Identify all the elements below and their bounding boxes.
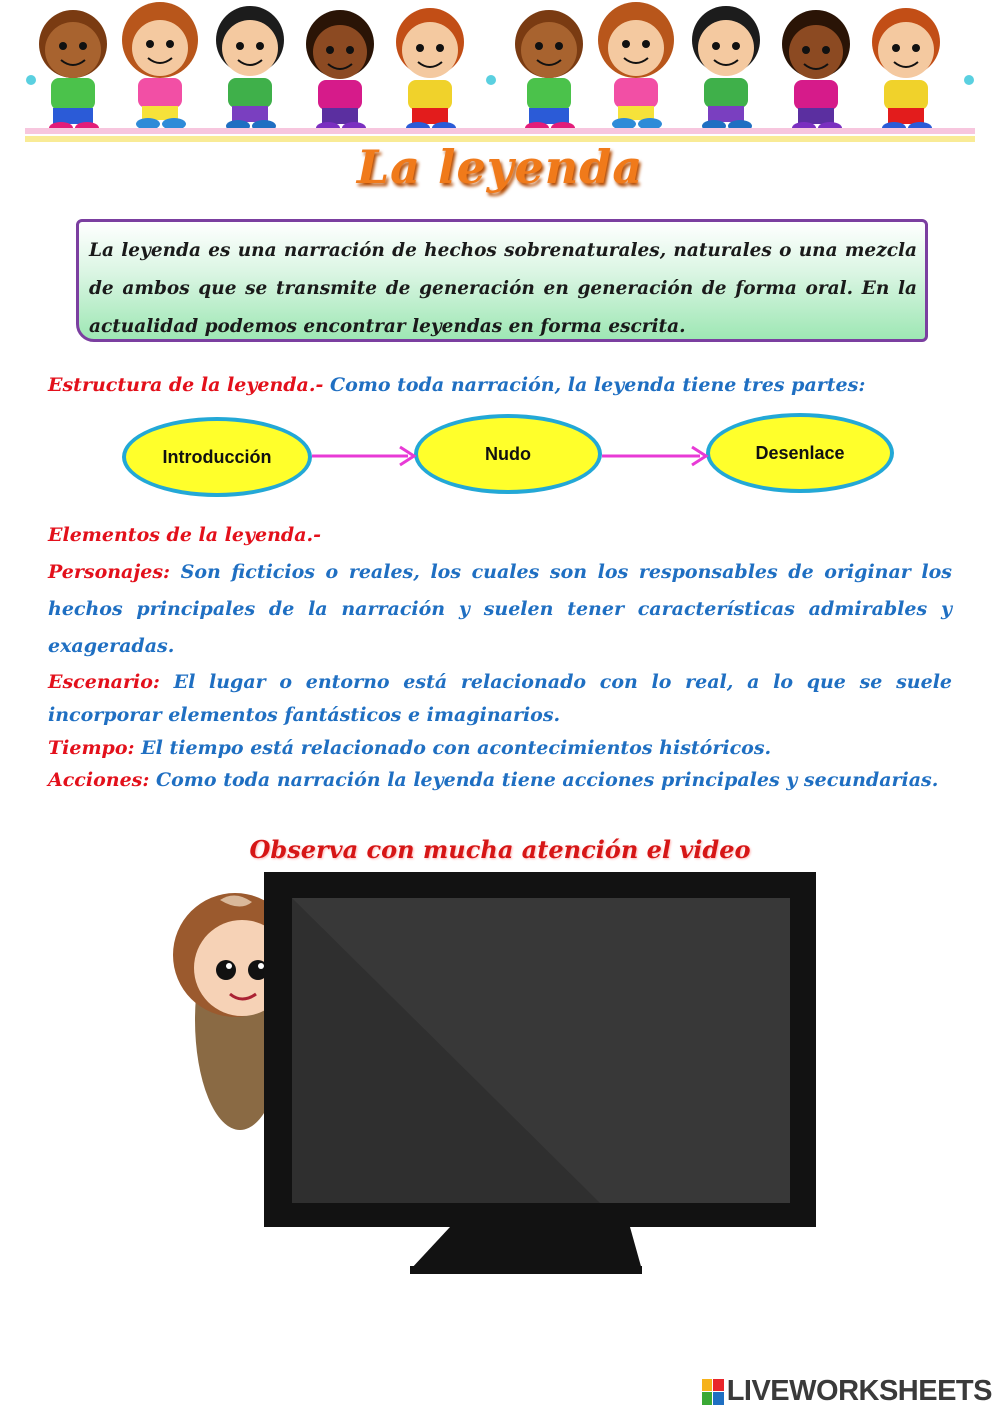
structure-line (48, 367, 952, 404)
structure-label: Estructura de la leyenda.- (48, 374, 324, 396)
kids-banner (25, 0, 975, 148)
element-label: Escenario: (48, 671, 160, 693)
structure-text: Como toda narración, la leyenda tiene tres partes: (323, 374, 866, 396)
element-label: Personajes: (48, 561, 171, 583)
element-text: Son ficticios o reales, los cuales son los responsables de originar los hechos principales de la narración y suelen tener características admirables y exageradas. (48, 561, 952, 657)
page-title: La leyenda (356, 140, 644, 194)
definition-text: La leyenda es una narración de hechos sobrenaturales, naturales o una mezcla de ambos que se transmite de generación en generación de forma oral. En la actualidad podemos encontrar leyendas en forma escrita. (89, 240, 917, 337)
part-introduccion (122, 417, 312, 497)
logo-text: LIVEWORKSHEETS (726, 1375, 992, 1407)
video-illustration (160, 870, 830, 1290)
element-acciones (48, 764, 952, 796)
element-text: Como toda narración la leyenda tiene acciones principales y secundarias. (149, 769, 939, 791)
part-label: Desenlace (755, 442, 845, 463)
element-label: Tiempo: (48, 737, 135, 759)
elements-heading: Elementos de la leyenda.- (48, 524, 322, 546)
element-text: El tiempo está relacionado con acontecimientos históricos. (134, 737, 772, 759)
tv-screen[interactable] (264, 872, 816, 1274)
definition-box (76, 219, 928, 342)
liveworksheets-logo-icon (702, 1379, 724, 1405)
part-desenlace (706, 413, 894, 493)
element-personajes (48, 554, 952, 665)
element-text: El lugar o entorno está relacionado con lo real, a lo que se suele incorporar elementos fantásticos e imaginarios. (48, 671, 952, 726)
video-label: Observa con mucha atención el video (249, 835, 751, 864)
element-escenario (48, 666, 952, 732)
part-label: Nudo (485, 443, 531, 464)
children-illustration (25, 0, 975, 148)
structure-arrows (300, 440, 720, 470)
part-label: Introducción (162, 446, 272, 467)
element-label: Acciones: (48, 769, 150, 791)
element-tiempo (48, 732, 952, 764)
liveworksheets-logo (702, 1375, 992, 1408)
